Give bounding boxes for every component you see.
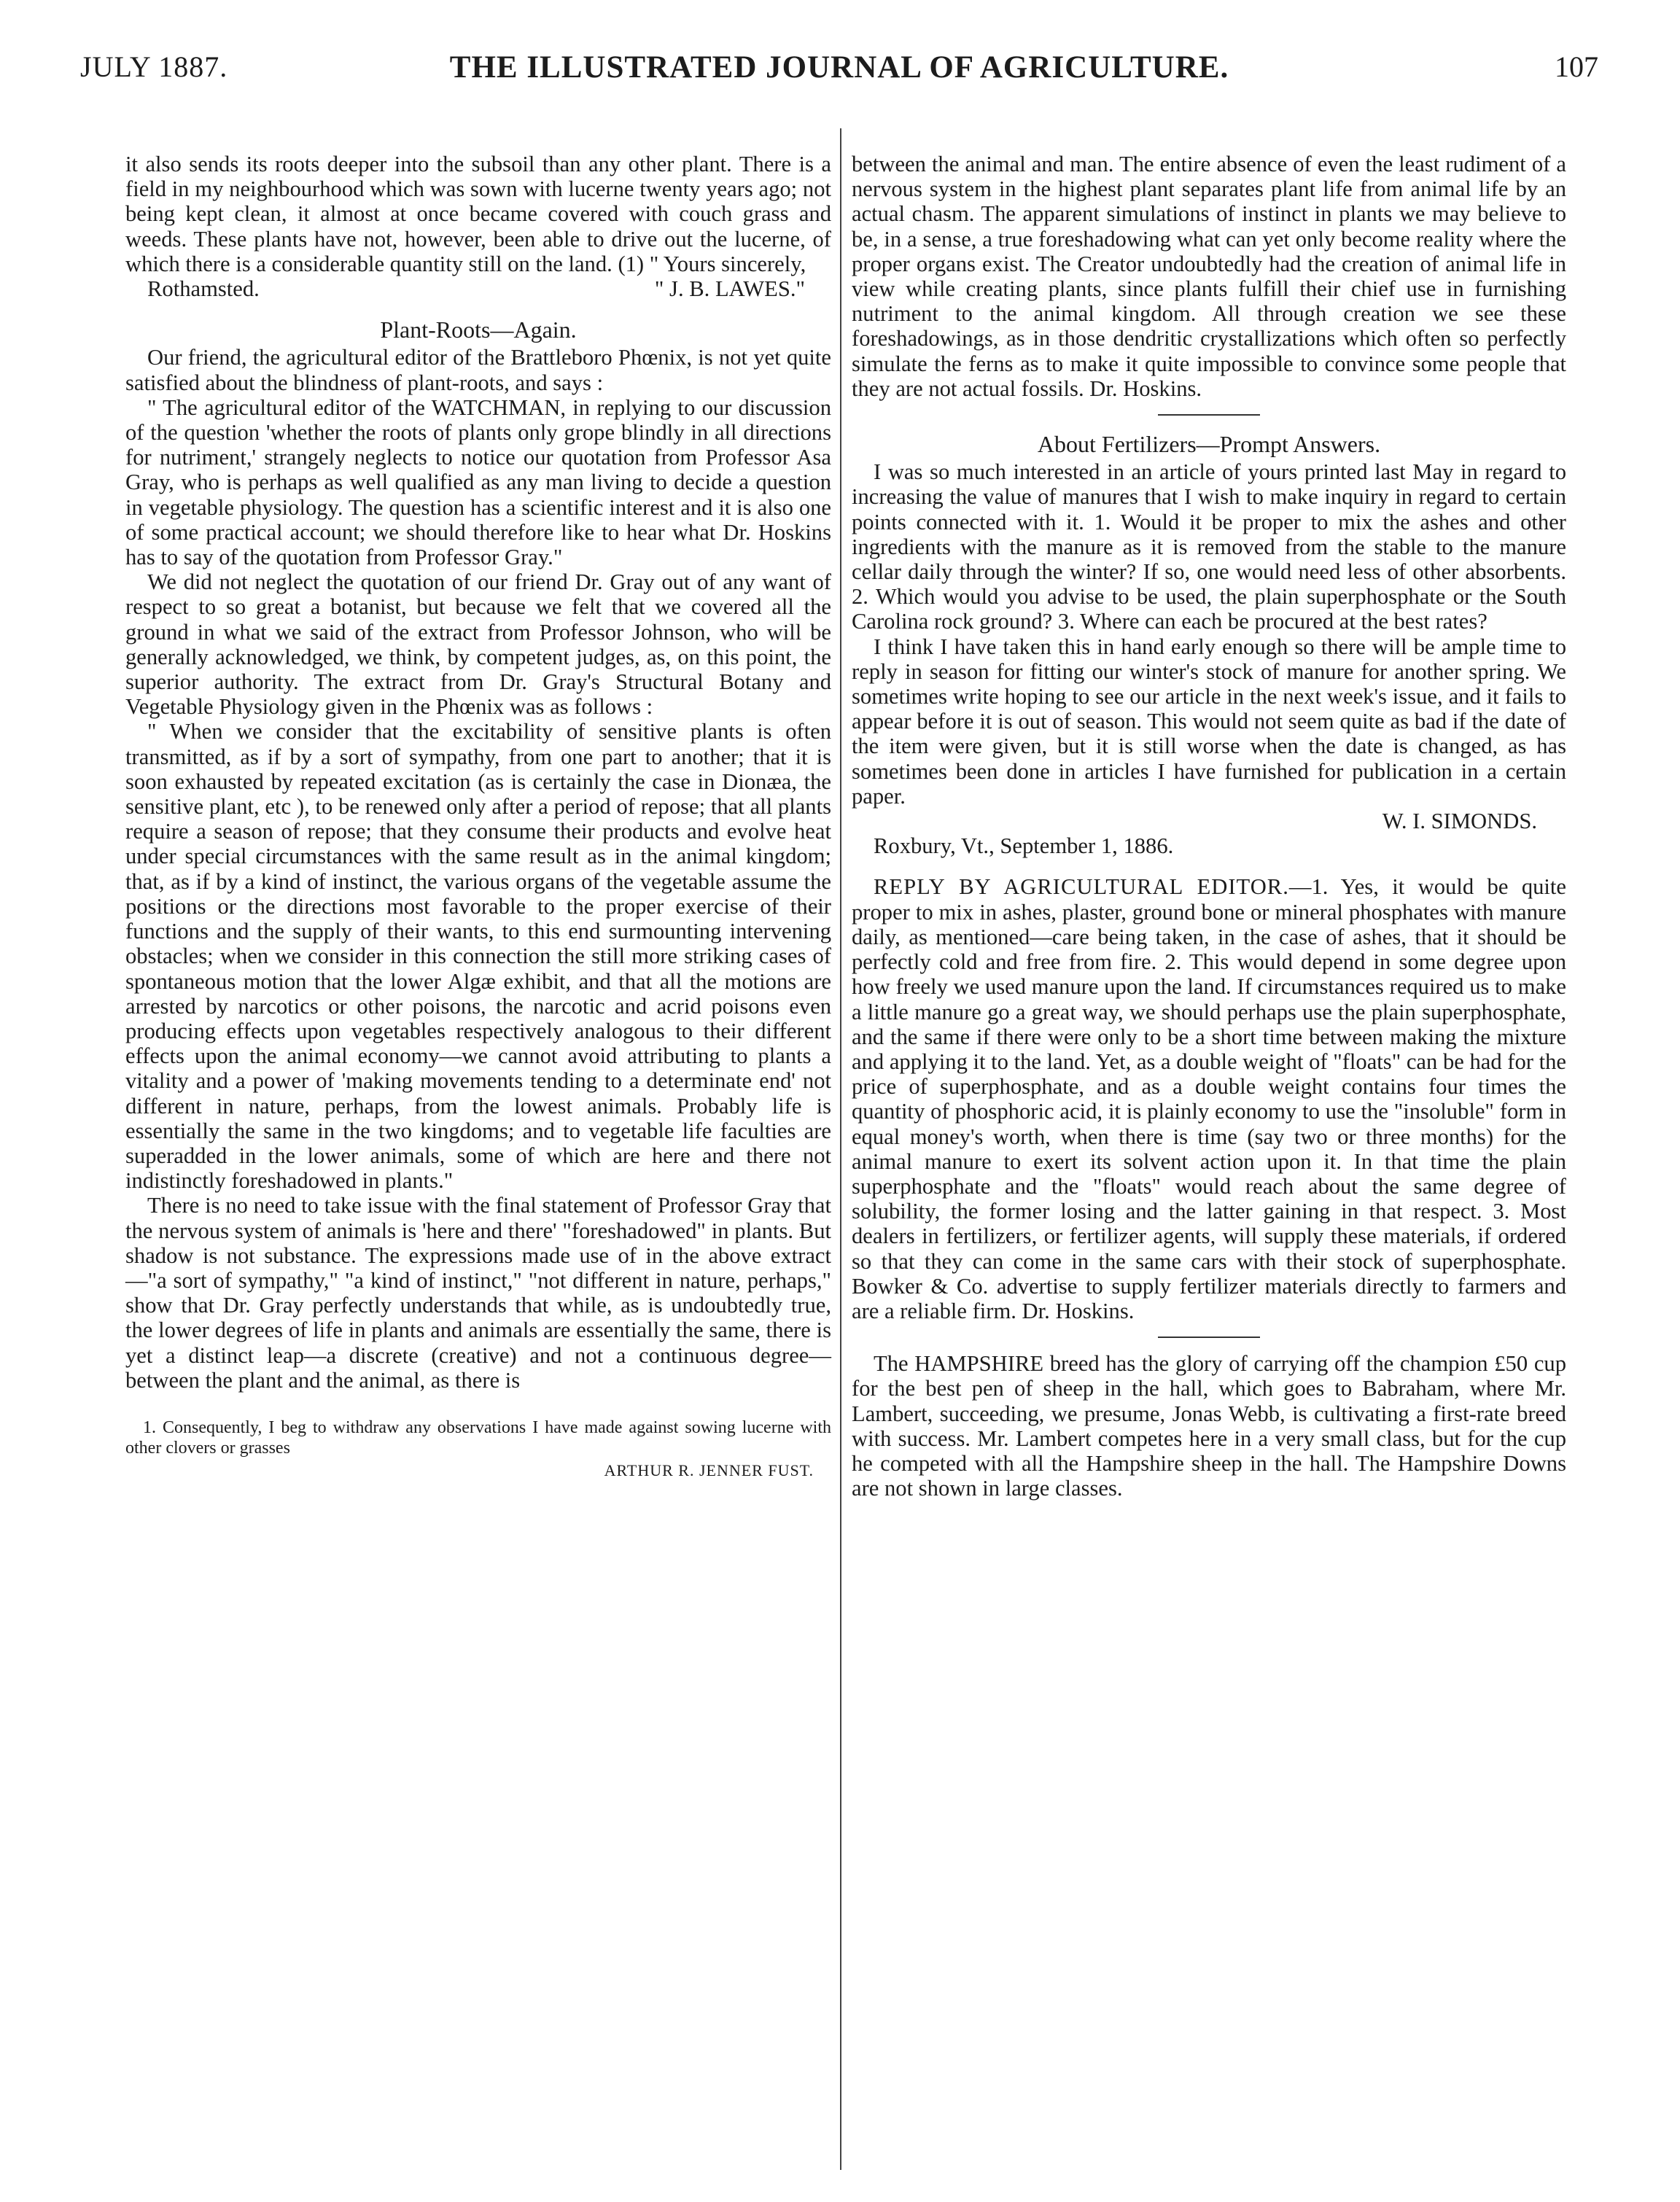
letter-signature: W. I. SIMONDS. <box>1382 809 1537 834</box>
left-column <box>125 152 831 1483</box>
signature-place: Rothamsted. <box>147 276 260 302</box>
article-heading-fertilizers: About Fertilizers—Prompt Answers. <box>1037 431 1381 458</box>
section-separator <box>1158 1337 1260 1338</box>
lawes-signature <box>125 276 831 301</box>
paragraph: Our friend, the agricultural editor of the Brattleboro Phœnix, is not yet quite satisfied about the blindness of plant-roots, and says : <box>125 345 831 395</box>
right-column <box>852 152 1566 1501</box>
paragraph: There is no need to take issue with the final statement of Professor Gray that the nervous system of animals is 'here and there' "foreshadowed" in plants. But shadow is not substance. The expressions made use of in the above extract —"a sort of sympathy," "a kind of instinct," "not different in nature, perhaps," show that Dr. Gray perfectly understands that while, as is undoubtedly true, the lower degrees of life in plants and animals are essentially the same, there is yet a distinct leap—a discrete (creative) and not a continuous degree—between the plant and the animal, as there is <box>125 1193 831 1393</box>
page-number: 107 <box>1555 50 1598 83</box>
footnote-signature: ARTHUR R. JENNER FUST. <box>604 1460 814 1479</box>
article-heading-plant-roots: Plant-Roots—Again. <box>380 316 577 343</box>
paragraph: between the animal and man. The entire absence of even the least rudiment of a nervous system in the highest plant separates plant life from animal life by an actual chasm. The apparent simulations of instinct in plants we may believe to be, in a sense, a true foreshadowing what can yet only become reality where the proper organs exist. The Creator undoubtedly had the creation of animal life in view while creating plants, since plants fulfill their chief use in furnishing nutriment to the animal kingdom. All through creation we see these foreshadowings, as in those dendritic crystallizations which often so perfectly simulate the ferns as to make it quite impossible to convince some people that they are not actual fossils. Dr. Hoskins. <box>852 152 1566 401</box>
footnote: 1. Consequently, I beg to withdraw any observations I have made against sowing lucerne with other clovers or grasses <box>125 1417 831 1458</box>
letter-paragraph: I was so much interested in an article of yours printed last May in regard to increasing the value of manures that I wish to make inquiry in regard to certain points connected with it. 1. Would it be proper to mix the ashes and other ingredients with the manure as it is removed from the stable to the manure cellar daily through the winter? If so, one would need less of other absorbents. 2. Which would you advise to be used, the plain superphosphate or the South Carolina rock ground? 3. Where can each be procured at the best rates? <box>852 459 1566 634</box>
paragraph: " The agricultural editor of the WATCHMAN, in replying to our discussion of the question 'whether the roots of plants only grope blindly in all directions for nutriment,' strangely neglects to notice our quotation from Professor Asa Gray, who is perhaps as well qualified as any man living to decide a question in vegetable physiology. The question has a scientific interest and it is also one of some practical account; we should therefore like to hear what Dr. Hoskins has to say of the quotation from Professor Gray." <box>125 394 831 570</box>
letter-paragraph: I think I have taken this in hand early enough so there will be ample time to reply in season for fitting our winter's stock of manure for another spring. We sometimes write hoping to see our article in the next week's issue, and it fails to appear before it is out of season. This would not seem quite as bad if the date of the item were given, but it is still worse when the date is changed, as has sometimes been done in articles I have furnished for publication in a certain paper. <box>852 634 1566 809</box>
reply-label: REPLY BY AGRICULTURAL EDITOR. <box>874 874 1289 900</box>
journal-title: THE ILLUSTRATED JOURNAL OF AGRICULTURE. <box>449 50 1229 85</box>
column-divider <box>840 128 841 2170</box>
page-header <box>80 50 1598 93</box>
paragraph: We did not neglect the quotation of our friend Dr. Gray out of any want of respect to so great a botanist, but because we felt that we covered all the ground in what we said of the extract from Professor Johnson, who will be generally acknowledged, we think, by competent judges, as, on this point, the superior authority. The extract from Dr. Gray's Structural Botany and Vegetable Physiology given in the Phœnix was as follows : <box>125 569 831 720</box>
lawes-letter-ending: it also sends its roots deeper into the subsoil than any other plant. There is a field in my neighbourhood which was sown with lucerne twenty years ago; not being kept clean, it almost at once became covered with couch grass and weeds. These plants have not, however, been able to drive out the lucerne, of which there is a considerable quantity still on the land. (1) " Yours sincerely, <box>125 152 831 276</box>
editor-reply <box>852 874 1566 1323</box>
reply-text: —1. Yes, it would be quite proper to mix in ashes, plaster, ground bone or mineral phosphates with manure daily, as mentioned—care being taken, in the case of ashes, that it should be perfectly cold and free from fire. 2. This would depend in some degree upon how freely we used manure upon the land. If circumstances required us to make a little manure go a great way, we should perhaps use the plain superphosphate, and the same if there were only to be a short time between making the mixture and applying it to the land. Yet, as a double weight of "floats" can be had for the price of superphosphate, and as a double weight contains four times the quantity of phosphoric acid, it is plainly economy to use the "insoluble" form in equal money's worth, when there is time (say two or three months) for the animal manure to exert its solvent action upon it. In that time the plain superphosphate and the "floats" would reach about the same degree of solubility, the former losing and the latter gaining in that respect. 3. Most dealers in fertilizers, or fertilizer agents, will supply these materials, if ordered so that they can come in the same cars with their stock of superphosphate. Bowker & Co. advertise to supply fertilizer materials directly to farmers and are a reliable firm. Dr. Hoskins. <box>852 874 1567 1323</box>
hampshire-paragraph: The HAMPSHIRE breed has the glory of carrying off the champion £50 cup for the best pen of sheep in the hall, which goes to Babraham, where Mr. Lambert, succeeding, we presume, Jonas Webb, is cultivating a first-rate breed with success. Mr. Lambert competes here in a very small class, but for the cup he competed with all the Hampshire sheep in the hall. The Hampshire Downs are not shown in large classes. <box>852 1351 1566 1501</box>
signature-name: " J. B. LAWES." <box>654 276 805 302</box>
letter-place-date: Roxbury, Vt., September 1, 1886. <box>874 833 1174 859</box>
section-separator <box>1158 414 1260 416</box>
quotation-paragraph: " When we consider that the excitability of sensitive plants is often transmitted, as if by a sort of sympathy, from one part to another; that it is soon exhausted by repeated excitation (as is certainly the case in Dionæa, the sensitive plant, etc ), to be renewed only after a period of repose; that all plants require a season of repose; that they consume their products and evolve heat under special circumstances with the same result as in the animal kingdom; that, as if by a kind of instinct, the various organs of the vegetable assume the positions or the directions most favorable to the proper exercise of their functions and the supply of their wants, to this end surmounting intervening obstacles; when we consider in this connection the still more striking cases of spontaneous motion that the lower Algæ exhibit, and that all the motions are arrested by narcotics or other poisons, the narcotic and acrid poisons even producing effects upon vegetables respectively analogous to their different effects upon the animal economy—we cannot avoid attributing to plants a vitality and a power of 'making movements tending to a determinate end' not different in nature, perhaps, from the lowest animals. Probably life is essentially the same in the two kingdoms; and to vegetable life faculties are superadded in the lower animals, some of which are here and there not indistinctly foreshadowed in plants." <box>125 719 831 1194</box>
issue-date: JULY 1887. <box>80 50 228 83</box>
